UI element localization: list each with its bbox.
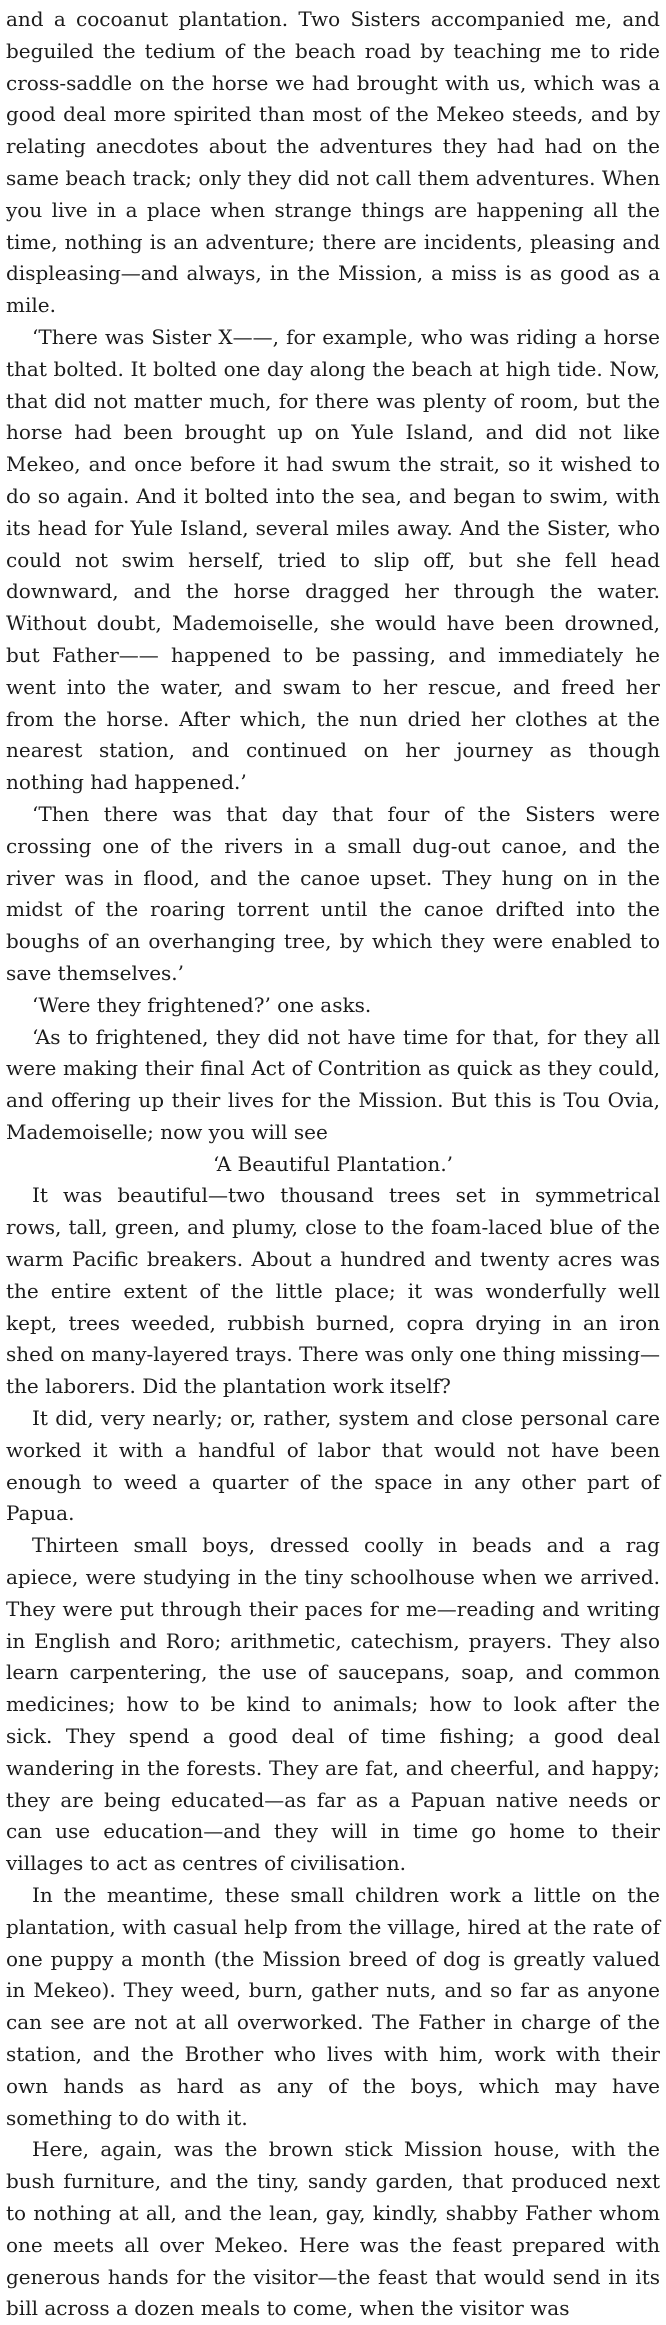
paragraph: ‘As to frightened, they did not have time for that, for they all were making their final Act of Contrition as quick as they could, and offering up their lives for the Mission. But this is Tou Ovia, Mademoiselle; now you will see bbox=[6, 1024, 660, 1144]
paragraph: In the meantime, these small children work a little on the plantation, with casual help from the village, hired at the rate of one puppy a month (the Mission breed of dog is greatly valued in Mekeo). They weed, burn, gather nuts, and so far as anyone can see are not at all overworked. The Father in charge of the station, and the Brother who lives with him, work with their own hands as hard as any of the boys, which may have something to do with it. bbox=[6, 1883, 660, 2130]
paragraph: ‘Were they frightened?’ one asks. bbox=[32, 992, 372, 1017]
section-heading: ‘A Beautiful Plantation.’ bbox=[212, 1151, 454, 1176]
paragraph: It was beautiful—two thousand trees set in symmetrical rows, tall, green, and plumy, close to the foam-laced blue of the warm Pacific breakers. About a hundred and twenty acres was the entire extent of the little place; it was wonderfully well kept, trees weeded, rubbish burned, copra drying in an iron shed on many-layered trays. There was only one thing missing—the laborers. Did the plantation work itself? bbox=[6, 1183, 660, 1399]
paragraph: Here, again, was the brown stick Mission house, with the bush furniture, and the tiny, sandy garden, that produced next to nothing at all, and the lean, gay, kindly, shabby Father whom one meets all over Mekeo. Here was the feast prepared with generous hands for the visitor—the feast that would send in its bill across a dozen meals to come, when the visitor was bbox=[6, 2137, 660, 2321]
paragraph: Thirteen small boys, dressed coolly in beads and a rag apiece, were studying in the tiny schoolhouse when we arrived. They were put through their paces for me—reading and writing in English and Roro; arithmetic, catechism, prayers. They also learn carpentering, the use of saucepans, soap, and common medicines; how to be kind to animals; how to look after the sick. They spend a good deal of time fishing; a good deal wandering in the forests. They are fat, and cheerful, and happy; they are being educated—as far as a Papuan native needs or can use education—and they will in time go home to their villages to act as centres of civilisation. bbox=[6, 1533, 660, 1876]
paragraph: ‘Then there was that day that four of the Sisters were crossing one of the rivers in a small dug-out canoe, and the river was in flood, and the canoe upset. They hung on in the midst of the roaring torrent until the canoe drifted into the boughs of an overhanging tree, by which they were enabled to save themselves.’ bbox=[6, 801, 660, 985]
paragraph: It did, very nearly; or, rather, system and close personal care worked it with a handful of labor that would not have been enough to weed a quarter of the space in any other part of Papua. bbox=[6, 1406, 660, 1526]
paragraph: ‘There was Sister X——, for example, who was riding a horse that bolted. It bolted one day along the beach at high tide. Now, that did not matter much, for there was plenty of room, but the horse had been brought up on Yule Island, and did not like Mekeo, and once before it had swum the strait, so it wished to do so again. And it bolted into the sea, and began to swim, with its head for Yule Island, several miles away. And the Sister, who could not swim herself, tried to slip off, but she fell head downward, and the horse dragged her through the water. Without doubt, Mademoiselle, she would have been drowned, but Father—— happened to be passing, and immediately he went into the water, and swam to her rescue, and freed her from the horse. After which, the nun dried her clothes at the nearest station, and continued on her journey as though nothing had happened.’ bbox=[6, 324, 660, 795]
paragraph: and a cocoanut plantation. Two Sisters accompanied me, and beguiled the tedium of the beach road by teaching me to ride cross-saddle on the horse we had brought with us, which was a good deal more spirited than most of the Mekeo steeds, and by relating anecdotes about the adventures they had had on the same beach track; only they did not call them adventures. When you live in a place when strange things are happening all the time, nothing is an adventure; there are incidents, pleasing and displeasing—and always, in the Mission, a miss is as good as a mile. bbox=[6, 7, 660, 318]
